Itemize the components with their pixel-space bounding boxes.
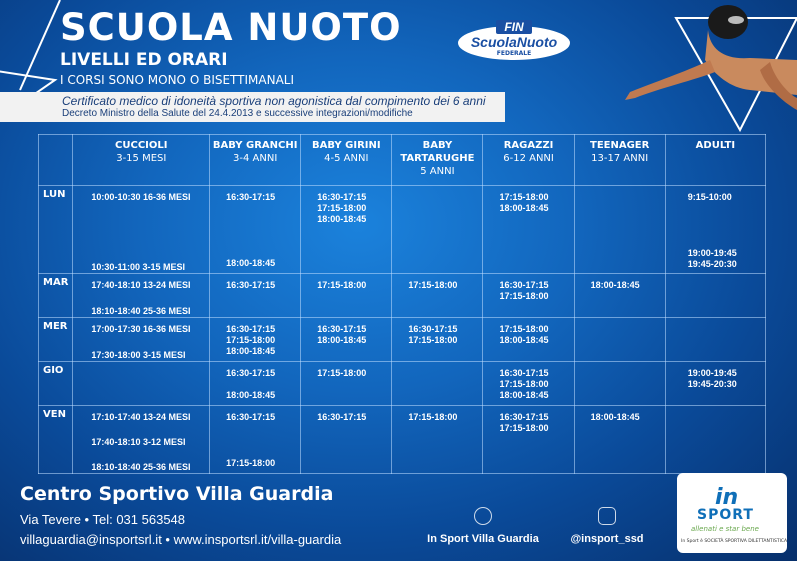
time-slot: 19:45-20:30 [687, 379, 737, 389]
instagram-label: @insport_ssd [570, 533, 644, 545]
time-slot: 18:00-18:45 [590, 412, 640, 422]
schedule-cell [73, 274, 210, 318]
schedule-cell [73, 186, 210, 274]
schedule-cell [483, 186, 574, 274]
time-slot: 10:30-11:00 3-15 MESI [91, 262, 185, 272]
column-header: TEENAGER 13-17 ANNI [574, 135, 665, 186]
time-slot: 17:15-18:00 [499, 379, 549, 389]
schedule-cell [73, 362, 210, 406]
schedule-cell [392, 318, 483, 362]
schedule-cell [665, 318, 765, 362]
time-slot: 17:40-18:10 3-12 MESI [91, 437, 186, 447]
time-slot: 18:00-18:45 [317, 214, 367, 224]
time-slot: 16:30-17:15 [226, 280, 276, 290]
time-slot: 16:30-17:15 [317, 324, 367, 334]
facebook-label: In Sport Villa Guardia [427, 533, 539, 545]
schedule-cell [210, 318, 301, 362]
schedule-cell [665, 362, 765, 406]
time-slot: 18:10-18:40 25-36 MESI [91, 462, 191, 472]
time-slot: 16:30-17:15 [226, 324, 276, 334]
time-slot: 17:15-18:00 [499, 192, 549, 202]
schedule-table [38, 134, 766, 474]
time-slot: 17:15-18:00 [226, 335, 276, 345]
schedule-cell [665, 186, 765, 274]
schedule-cell [301, 362, 392, 406]
schedule-cell [574, 274, 665, 318]
time-slot: 18:00-18:45 [499, 203, 549, 213]
schedule-cell [301, 406, 392, 474]
schedule-cell [574, 362, 665, 406]
table-row [39, 274, 766, 318]
schedule-cell [210, 362, 301, 406]
time-slot: 17:15-18:00 [499, 324, 549, 334]
time-slot: 16:30-17:15 [499, 368, 549, 378]
schedule-cell [483, 362, 574, 406]
time-slot: 19:00-19:45 [687, 368, 737, 378]
time-slot: 16:30-17:15 [226, 412, 276, 422]
header-row [39, 135, 766, 186]
column-header: BABY GIRINI 4-5 ANNI [301, 135, 392, 186]
page-subtitle: LIVELLI ED ORARI [60, 50, 228, 70]
time-slot: 17:15-18:00 [317, 203, 367, 213]
time-slot: 16:30-17:15 [499, 280, 549, 290]
fin-scuola-nuoto-logo: FIN ScuolaNuoto FEDERALE [458, 20, 570, 64]
schedule-cell [210, 274, 301, 318]
time-slot: 18:10-18:40 25-36 MESI [91, 306, 191, 316]
time-slot: 17:15-18:00 [408, 335, 458, 345]
day-label: VEN [39, 406, 73, 474]
time-slot: 18:00-18:45 [317, 335, 367, 345]
swimmer-image [600, 0, 797, 120]
time-slot: 17:00-17:30 16-36 MESI [91, 324, 191, 334]
day-label: LUN [39, 186, 73, 274]
certificate-line-1: Certificato medico di idoneità sportiva non agonistica dal compimento dei 6 anni [62, 94, 486, 108]
column-header: ADULTI [665, 135, 765, 186]
schedule-cell [483, 274, 574, 318]
schedule-cell [574, 186, 665, 274]
table-row [39, 186, 766, 274]
time-slot: 18:00-18:45 [226, 390, 276, 400]
schedule-cell [574, 406, 665, 474]
time-slot: 17:15-18:00 [408, 412, 458, 422]
time-slot: 18:00-18:45 [499, 335, 549, 345]
time-slot: 17:15-18:00 [499, 423, 549, 433]
instagram-icon [598, 507, 616, 525]
corner-cell [39, 135, 73, 186]
time-slot: 17:15-18:00 [317, 368, 367, 378]
time-slot: 17:15-18:00 [317, 280, 367, 290]
schedule-cell [301, 318, 392, 362]
instagram-link[interactable] [542, 507, 672, 545]
schedule-cell [665, 274, 765, 318]
schedule-cell [210, 406, 301, 474]
time-slot: 16:30-17:15 [408, 324, 458, 334]
certificate-line-2: Decreto Ministro della Salute del 24.4.2013 e successive integrazioni/modifiche [62, 108, 413, 119]
time-slot: 16:30-17:15 [317, 192, 367, 202]
time-slot: 17:40-18:10 13-24 MESI [91, 280, 191, 290]
time-slot: 18:00-18:45 [499, 390, 549, 400]
center-address: Via Tevere • Tel: 031 563548 [20, 512, 186, 527]
center-name: Centro Sportivo Villa Guardia [20, 483, 334, 505]
day-label: MAR [39, 274, 73, 318]
schedule-cell [574, 318, 665, 362]
schedule-cell [392, 274, 483, 318]
time-slot: 19:00-19:45 [687, 248, 737, 258]
day-label: GIO [39, 362, 73, 406]
center-contacts[interactable]: villaguardia@insportsrl.it • www.insportsrl.it/villa-guardia [20, 532, 342, 547]
day-label: MER [39, 318, 73, 362]
time-slot: 9:15-10:00 [687, 192, 732, 202]
time-slot: 18:00-18:45 [590, 280, 640, 290]
table-row [39, 406, 766, 474]
schedule-cell [301, 186, 392, 274]
schedule-cell [665, 406, 765, 474]
courses-note: I CORSI SONO MONO O BISETTIMANALI [60, 73, 295, 87]
time-slot: 17:30-18:00 3-15 MESI [91, 350, 186, 360]
certificate-banner [0, 92, 505, 122]
column-header: RAGAZZI 6-12 ANNI [483, 135, 574, 186]
column-header: BABY TARTARUGHE 5 ANNI [392, 135, 483, 186]
facebook-link[interactable] [418, 507, 548, 545]
time-slot: 17:15-18:00 [226, 458, 276, 468]
column-header: CUCCIOLI 3-15 MESI [73, 135, 210, 186]
time-slot: 17:15-18:00 [408, 280, 458, 290]
time-slot: 17:10-17:40 13-24 MESI [91, 412, 191, 422]
table-row [39, 318, 766, 362]
column-header: BABY GRANCHI 3-4 ANNI [210, 135, 301, 186]
schedule-cell [483, 406, 574, 474]
page-title: SCUOLA NUOTO [60, 6, 402, 49]
insport-logo: in SPORT allenati e star bene In Sport è SOCIETÀ SPORTIVA DILETTANTISTICA [677, 473, 787, 553]
facebook-icon [474, 507, 492, 525]
table-row [39, 362, 766, 406]
time-slot: 18:00-18:45 [226, 346, 276, 356]
schedule-cell [210, 186, 301, 274]
time-slot: 16:30-17:15 [317, 412, 367, 422]
time-slot: 16:30-17:15 [226, 368, 276, 378]
schedule-cell [483, 318, 574, 362]
schedule-cell [73, 406, 210, 474]
schedule-cell [73, 318, 210, 362]
schedule-cell [392, 186, 483, 274]
time-slot: 16:30-17:15 [226, 192, 276, 202]
time-slot: 10:00-10:30 16-36 MESI [91, 192, 191, 202]
schedule-cell [392, 362, 483, 406]
time-slot: 19:45-20:30 [687, 259, 737, 269]
schedule-cell [301, 274, 392, 318]
time-slot: 16:30-17:15 [499, 412, 549, 422]
time-slot: 18:00-18:45 [226, 258, 276, 268]
schedule-cell [392, 406, 483, 474]
time-slot: 17:15-18:00 [499, 291, 549, 301]
